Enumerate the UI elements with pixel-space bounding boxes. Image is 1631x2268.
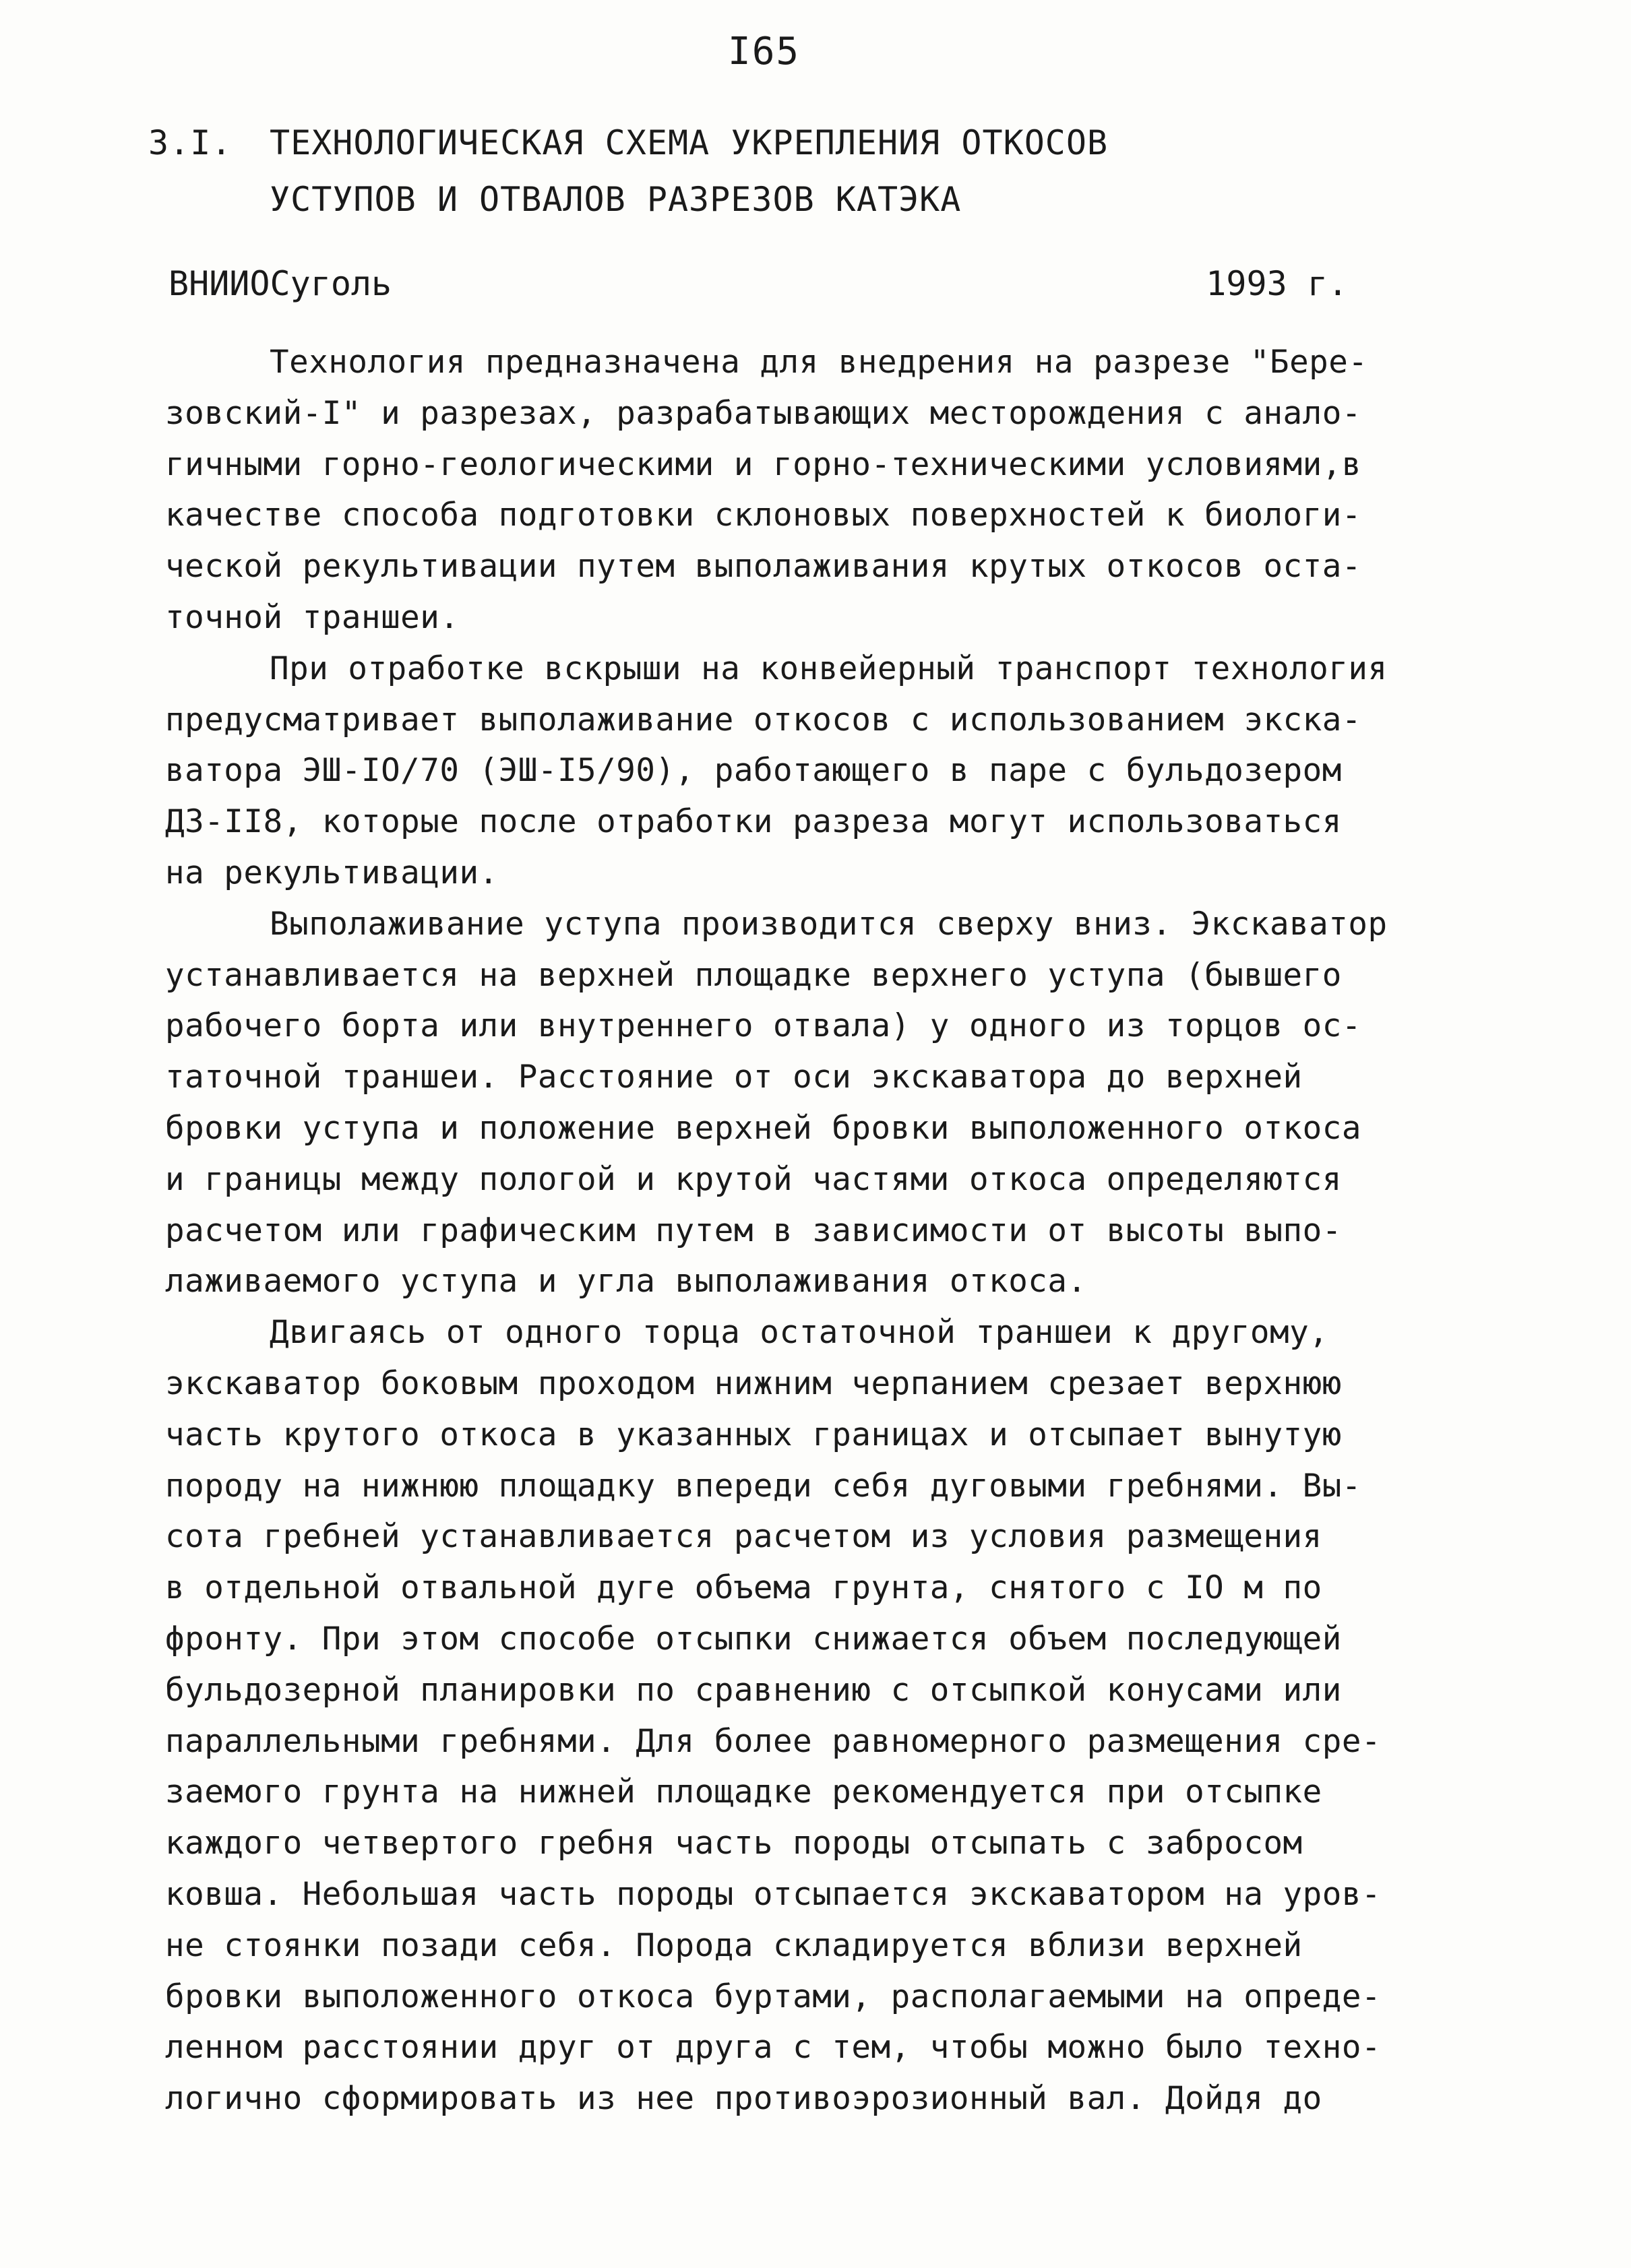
section-heading: [148, 115, 1429, 228]
text-line: параллельными гребнями. Для более равномерного размещения сре-: [165, 1722, 1382, 1760]
text-line: Выполаживание уступа производится сверху вниз. Экскаватор: [270, 905, 1388, 943]
text-line: расчетом или графическим путем в зависимости от высоты выпо-: [165, 1211, 1342, 1249]
text-line: породу на нижнюю площадку впереди себя дуговыми гребнями. Вы-: [165, 1467, 1361, 1505]
year: 1993 г.: [1206, 264, 1348, 303]
text-line: Технология предназначена для внедрения на разрезе "Бере-: [270, 344, 1368, 381]
section-title-line-2: УСТУПОВ И ОТВАЛОВ РАЗРЕЗОВ КАТЭКА: [270, 180, 962, 219]
text-line: фронту. При этом способе отсыпки снижается объем последующей: [165, 1620, 1342, 1658]
section-number: 3.I.: [148, 123, 233, 162]
text-line: предусматривает выполаживание откосов с использованием экска-: [165, 701, 1361, 738]
text-line: рабочего борта или внутреннего отвала) у одного из торцов ос-: [165, 1007, 1361, 1045]
text-line: лаживаемого уступа и угла выполаживания откоса.: [165, 1263, 1087, 1300]
text-line: Двигаясь от одного торца остаточной траншеи к другому,: [270, 1314, 1329, 1352]
text-line: экскаватор боковым проходом нижним черпанием срезает верхнюю: [165, 1364, 1342, 1402]
text-line: устанавливается на верхней площадке верхнего уступа (бывшего: [165, 956, 1342, 994]
body-text: [165, 337, 1506, 2124]
text-line: зовский-I" и разрезах, разрабатывающих месторождения с анало-: [165, 394, 1361, 432]
text-line: ватора ЭШ-IO/70 (ЭШ-I5/90), работающего в паре с бульдозером: [165, 752, 1342, 790]
text-line: заемого грунта на нижней площадке рекомендуется при отсыпке: [165, 1773, 1322, 1811]
text-line: на рекультивации.: [165, 854, 499, 891]
page-number: I65: [728, 30, 801, 73]
text-line: качестве способа подготовки склоновых поверхностей к биологи-: [165, 497, 1361, 534]
text-line: не стоянки позади себя. Порода складируется вблизи верхней: [165, 1926, 1303, 1964]
text-line: бульдозерной планировки по сравнению с отсыпкой конусами или: [165, 1671, 1342, 1709]
text-line: ДЗ-II8, которые после отработки разреза могут использоваться: [165, 803, 1342, 841]
text-line: При отработке вскрыши на конвейерный транспорт технология: [270, 650, 1388, 687]
text-line: в отдельной отвальной дуге объема грунта, снятого с IO м по: [165, 1569, 1322, 1607]
organization: ВНИИОСуголь: [168, 264, 392, 303]
text-line: точной траншеи.: [165, 598, 460, 636]
text-line: бровки уступа и положение верхней бровки выположенного откоса: [165, 1109, 1361, 1147]
text-line: ковша. Небольшая часть породы отсыпается экскаватором на уров-: [165, 1875, 1382, 1913]
text-line: и границы между пологой и крутой частями откоса определяются: [165, 1160, 1342, 1198]
text-line: часть крутого откоса в указанных границах и отсыпает вынутую: [165, 1416, 1342, 1453]
text-line: таточной траншеи. Расстояние от оси экскаватора до верхней: [165, 1059, 1303, 1096]
text-line: бровки выположенного откоса буртами, располагаемыми на опреде-: [165, 1978, 1382, 2015]
text-line: ленном расстоянии друг от друга с тем, чтобы можно было техно-: [165, 2029, 1382, 2067]
text-line: каждого четвертого гребня часть породы отсыпать с забросом: [165, 1825, 1303, 1862]
source-meta: [168, 264, 1348, 303]
text-line: сота гребней устанавливается расчетом из условия размещения: [165, 1518, 1322, 1556]
text-line: гичными горно-геологическими и горно-техническими условиями,в: [165, 445, 1361, 483]
text-line: ческой рекультивации путем выполаживания крутых откосов оста-: [165, 548, 1361, 586]
section-title-line-1: ТЕХНОЛОГИЧЕСКАЯ СХЕМА УКРЕПЛЕНИЯ ОТКОСОВ: [270, 123, 1109, 162]
text-line: логично сформировать из нее противоэрозионный вал. Дойдя до: [165, 2080, 1322, 2118]
